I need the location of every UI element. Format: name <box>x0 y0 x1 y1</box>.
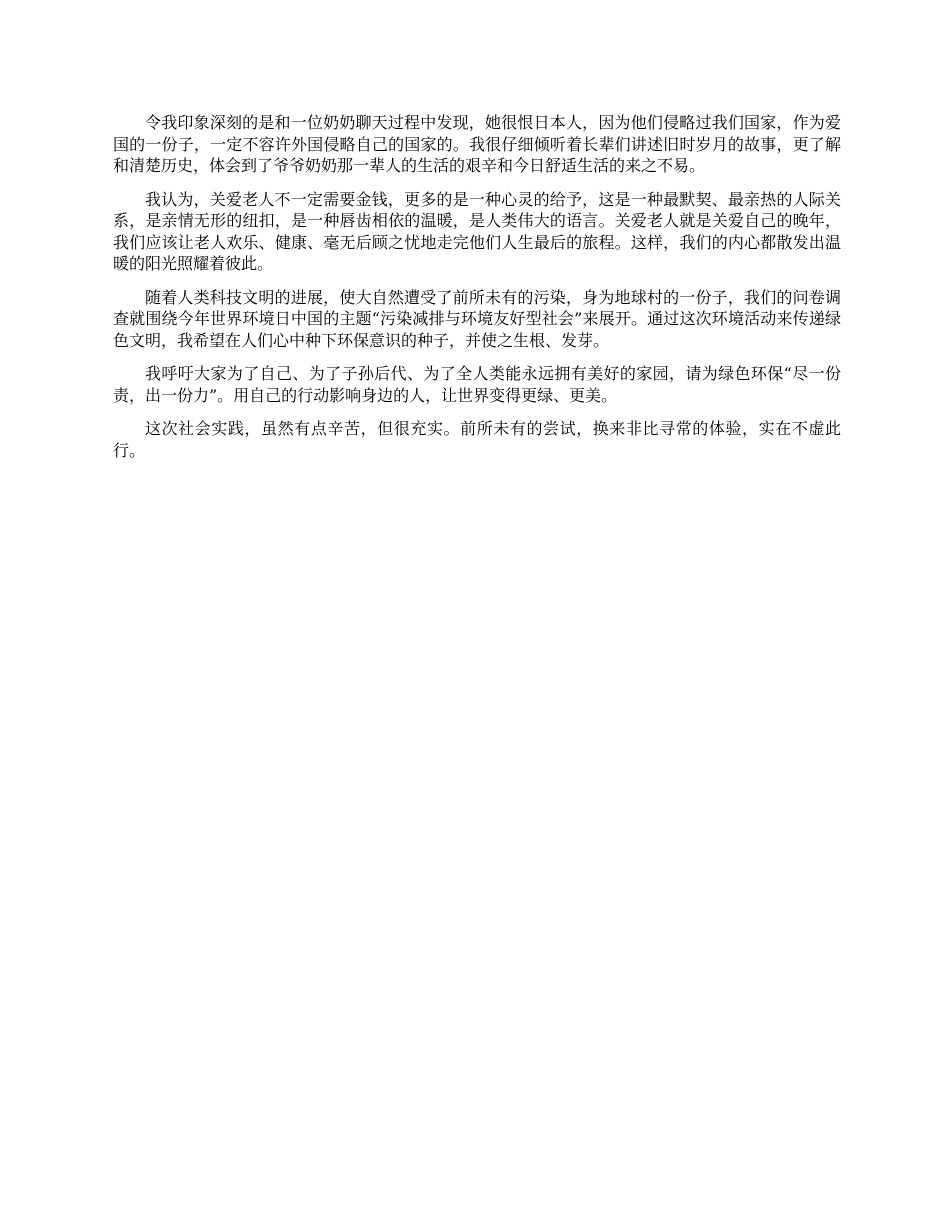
paragraph-2: 我认为，关爱老人不一定需要金钱，更多的是一种心灵的给予，这是一种最默契、最亲热的人际关系，是亲情无形的纽扣，是一种唇齿相依的温暖，是人类伟大的语言。关爱老人就是关爱自己的晚年，我们应该让老人欢乐、健康、毫无后顾之忧地走完他们人生最后的旅程。这样，我们的内心都散发出温暖的阳光照耀着彼此。 <box>113 189 841 273</box>
paragraph-1: 令我印象深刻的是和一位奶奶聊天过程中发现，她很恨日本人，因为他们侵略过我们国家，作为爱国的一份子，一定不容许外国侵略自己的国家的。我很仔细倾听着长辈们讲述旧时岁月的故事，更了解和清楚历史，体会到了爷爷奶奶那一辈人的生活的艰辛和今日舒适生活的来之不易。 <box>113 113 841 175</box>
paragraph-5: 这次社会实践，虽然有点辛苦，但很充实。前所未有的尝试，换来非比寻常的体验，实在不虚此行。 <box>113 419 841 460</box>
document-body <box>113 112 841 473</box>
paragraph-3: 随着人类科技文明的进展，使大自然遭受了前所未有的污染，身为地球村的一份子，我们的问卷调查就围绕今年世界环境日中国的主题“污染减排与环境友好型社会”来展开。通过这次环境活动来传递绿色文明，我希望在人们心中种下环保意识的种子，并使之生根、发芽。 <box>113 287 841 350</box>
paragraph-4: 我呼吁大家为了自己、为了子孙后代、为了全人类能永远拥有美好的家园，请为绿色环保“尽一份责，出一份力”。用自己的行动影响身边的人，让世界变得更绿、更美。 <box>113 364 841 405</box>
